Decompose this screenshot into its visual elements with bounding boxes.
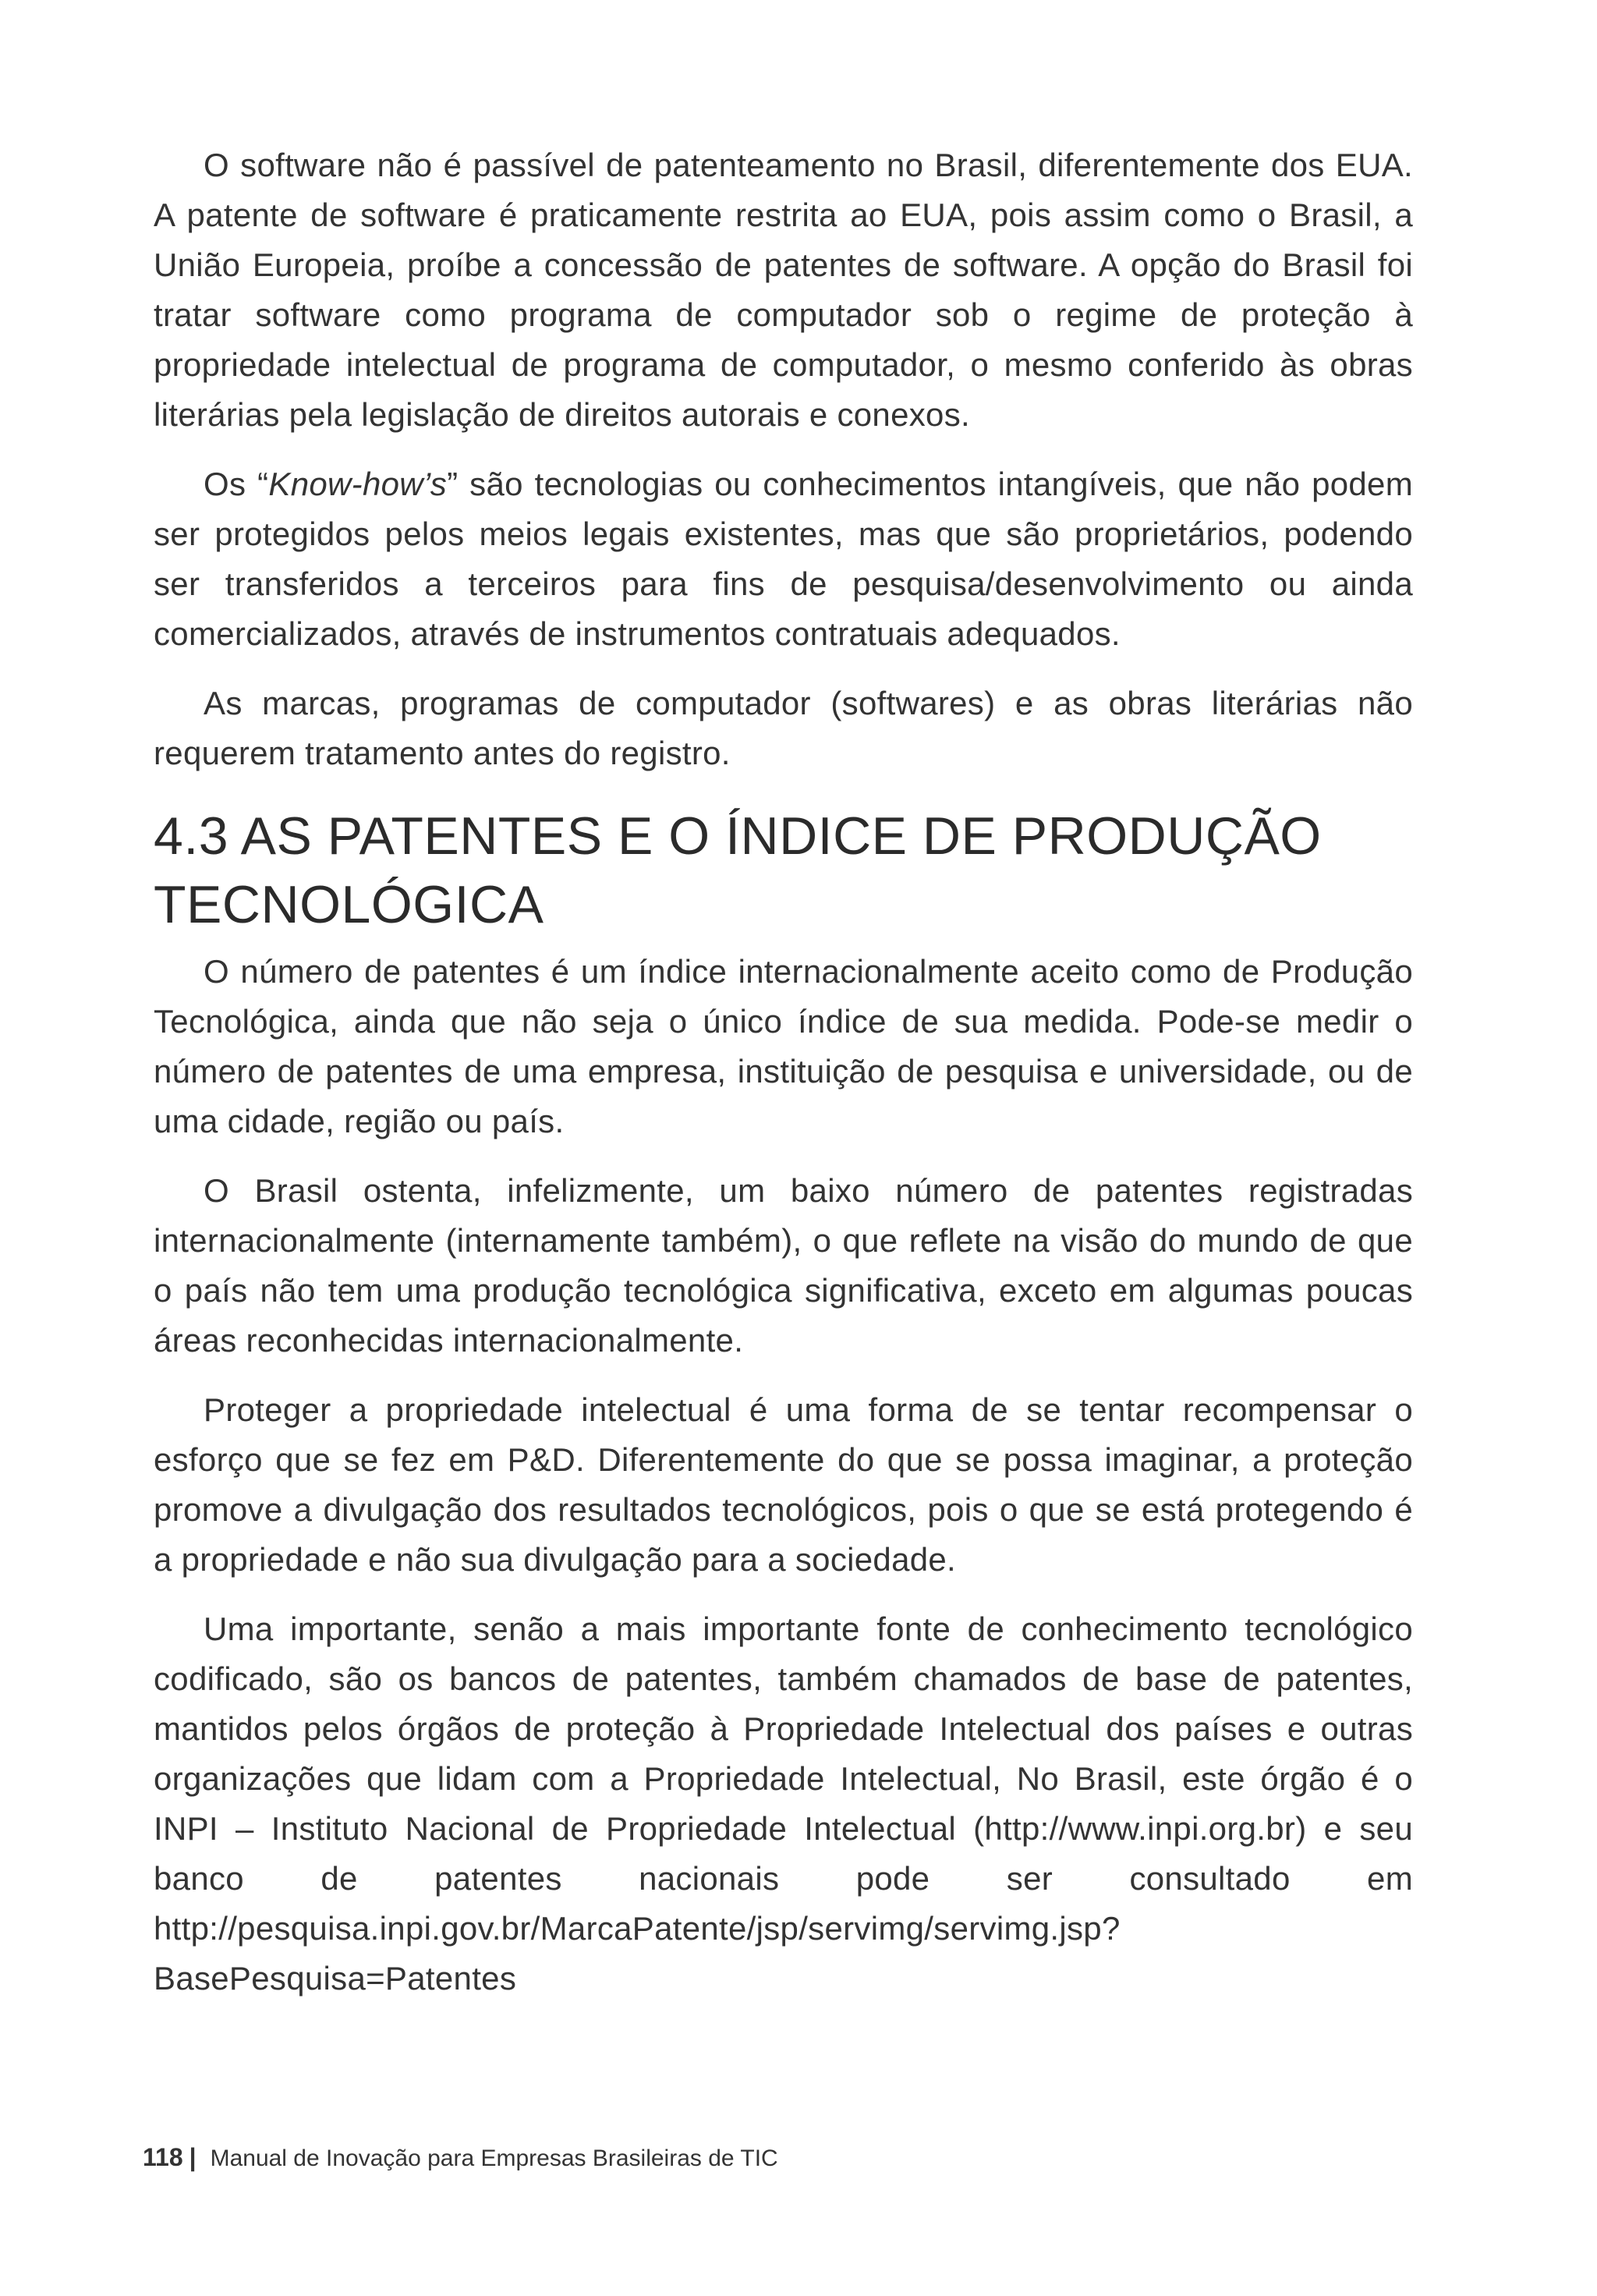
know-how-term: Know-how’s: [268, 466, 448, 502]
know-how-prefix: Os “: [204, 466, 269, 502]
section-heading: [154, 802, 1413, 939]
page-footer: [143, 2142, 778, 2174]
section-heading-line2: TECNOLÓGICA: [154, 875, 544, 934]
paragraph-software: O software não é passível de patenteamento no Brasil, diferentemente dos EUA. A patente de software é praticamente restrita ao EUA, pois assim como o Brasil, a União Europeia, proíbe a concessão de patentes de software. A opção do Brasil foi tratar software como programa de computador sob o regime de proteção à propriedade intelectual de programa de computador, o mesmo conferido às obras literárias pela legislação de direitos autorais e conexos.: [154, 147, 1413, 433]
paragraph-marcas: As marcas, programas de computador (softwares) e as obras literárias não requerem tratamento antes do registro.: [154, 685, 1413, 771]
page-number: 118: [143, 2143, 183, 2171]
paragraph-bancos-patentes: Uma importante, senão a mais importante fonte de conhecimento tecnológico codificado, são os bancos de patentes, também chamados de base de patentes, mantidos pelos órgãos de proteção à Propriedade Intelectual dos países e outras organizações que lidam com a Propriedade Intelectual, No Brasil, este órgão é o INPI – Instituto Nacional de Propriedade Intelectual (http://www.inpi.org.br) e seu banco de patentes nacionais pode ser consultado em http://pesquisa.inpi.gov.br/MarcaPatente/jsp/servimg/servimg.jsp?BasePesquisa=Patentes: [154, 1610, 1413, 1997]
paragraph-numero-patentes: O número de patentes é um índice internacionalmente aceito como de Produção Tecnológica, ainda que não seja o único índice de sua medida. Pode-se medir o número de patentes de uma empresa, instituição de pesquisa e universidade, ou de uma cidade, região ou país.: [154, 953, 1413, 1139]
running-title: Manual de Inovação para Empresas Brasileiras de TIC: [210, 2145, 778, 2171]
know-how-rest: ” são tecnologias ou conhecimentos intangíveis, que não podem ser protegidos pelos meios legais existentes, mas que são proprietários, podendo ser transferidos a terceiros para fins de pesquisa/desenvolvimento ou ainda comercializados, através de instrumentos contratuais adequados.: [154, 466, 1413, 652]
paragraph-know-how: [154, 459, 1413, 659]
page-body: [154, 140, 1413, 2004]
footer-separator: |: [189, 2143, 197, 2171]
paragraph-brasil-ostenta: O Brasil ostenta, infelizmente, um baixo número de patentes registradas internacionalmente (internamente também), o que reflete na visão do mundo de que o país não tem uma produção tecnológica significativa, exceto em algumas poucas áreas reconhecidas internacionalmente.: [154, 1172, 1413, 1359]
section-heading-line1: 4.3 AS PATENTES E O ÍNDICE DE PRODUÇÃO: [154, 806, 1322, 866]
paragraph-proteger: Proteger a propriedade intelectual é uma forma de se tentar recompensar o esforço que se fez em P&D. Diferentemente do que se possa imaginar, a proteção promove a divulgação dos resultados tecnológicos, pois o que se está protegendo é a propriedade e não sua divulgação para a sociedade.: [154, 1391, 1413, 1578]
